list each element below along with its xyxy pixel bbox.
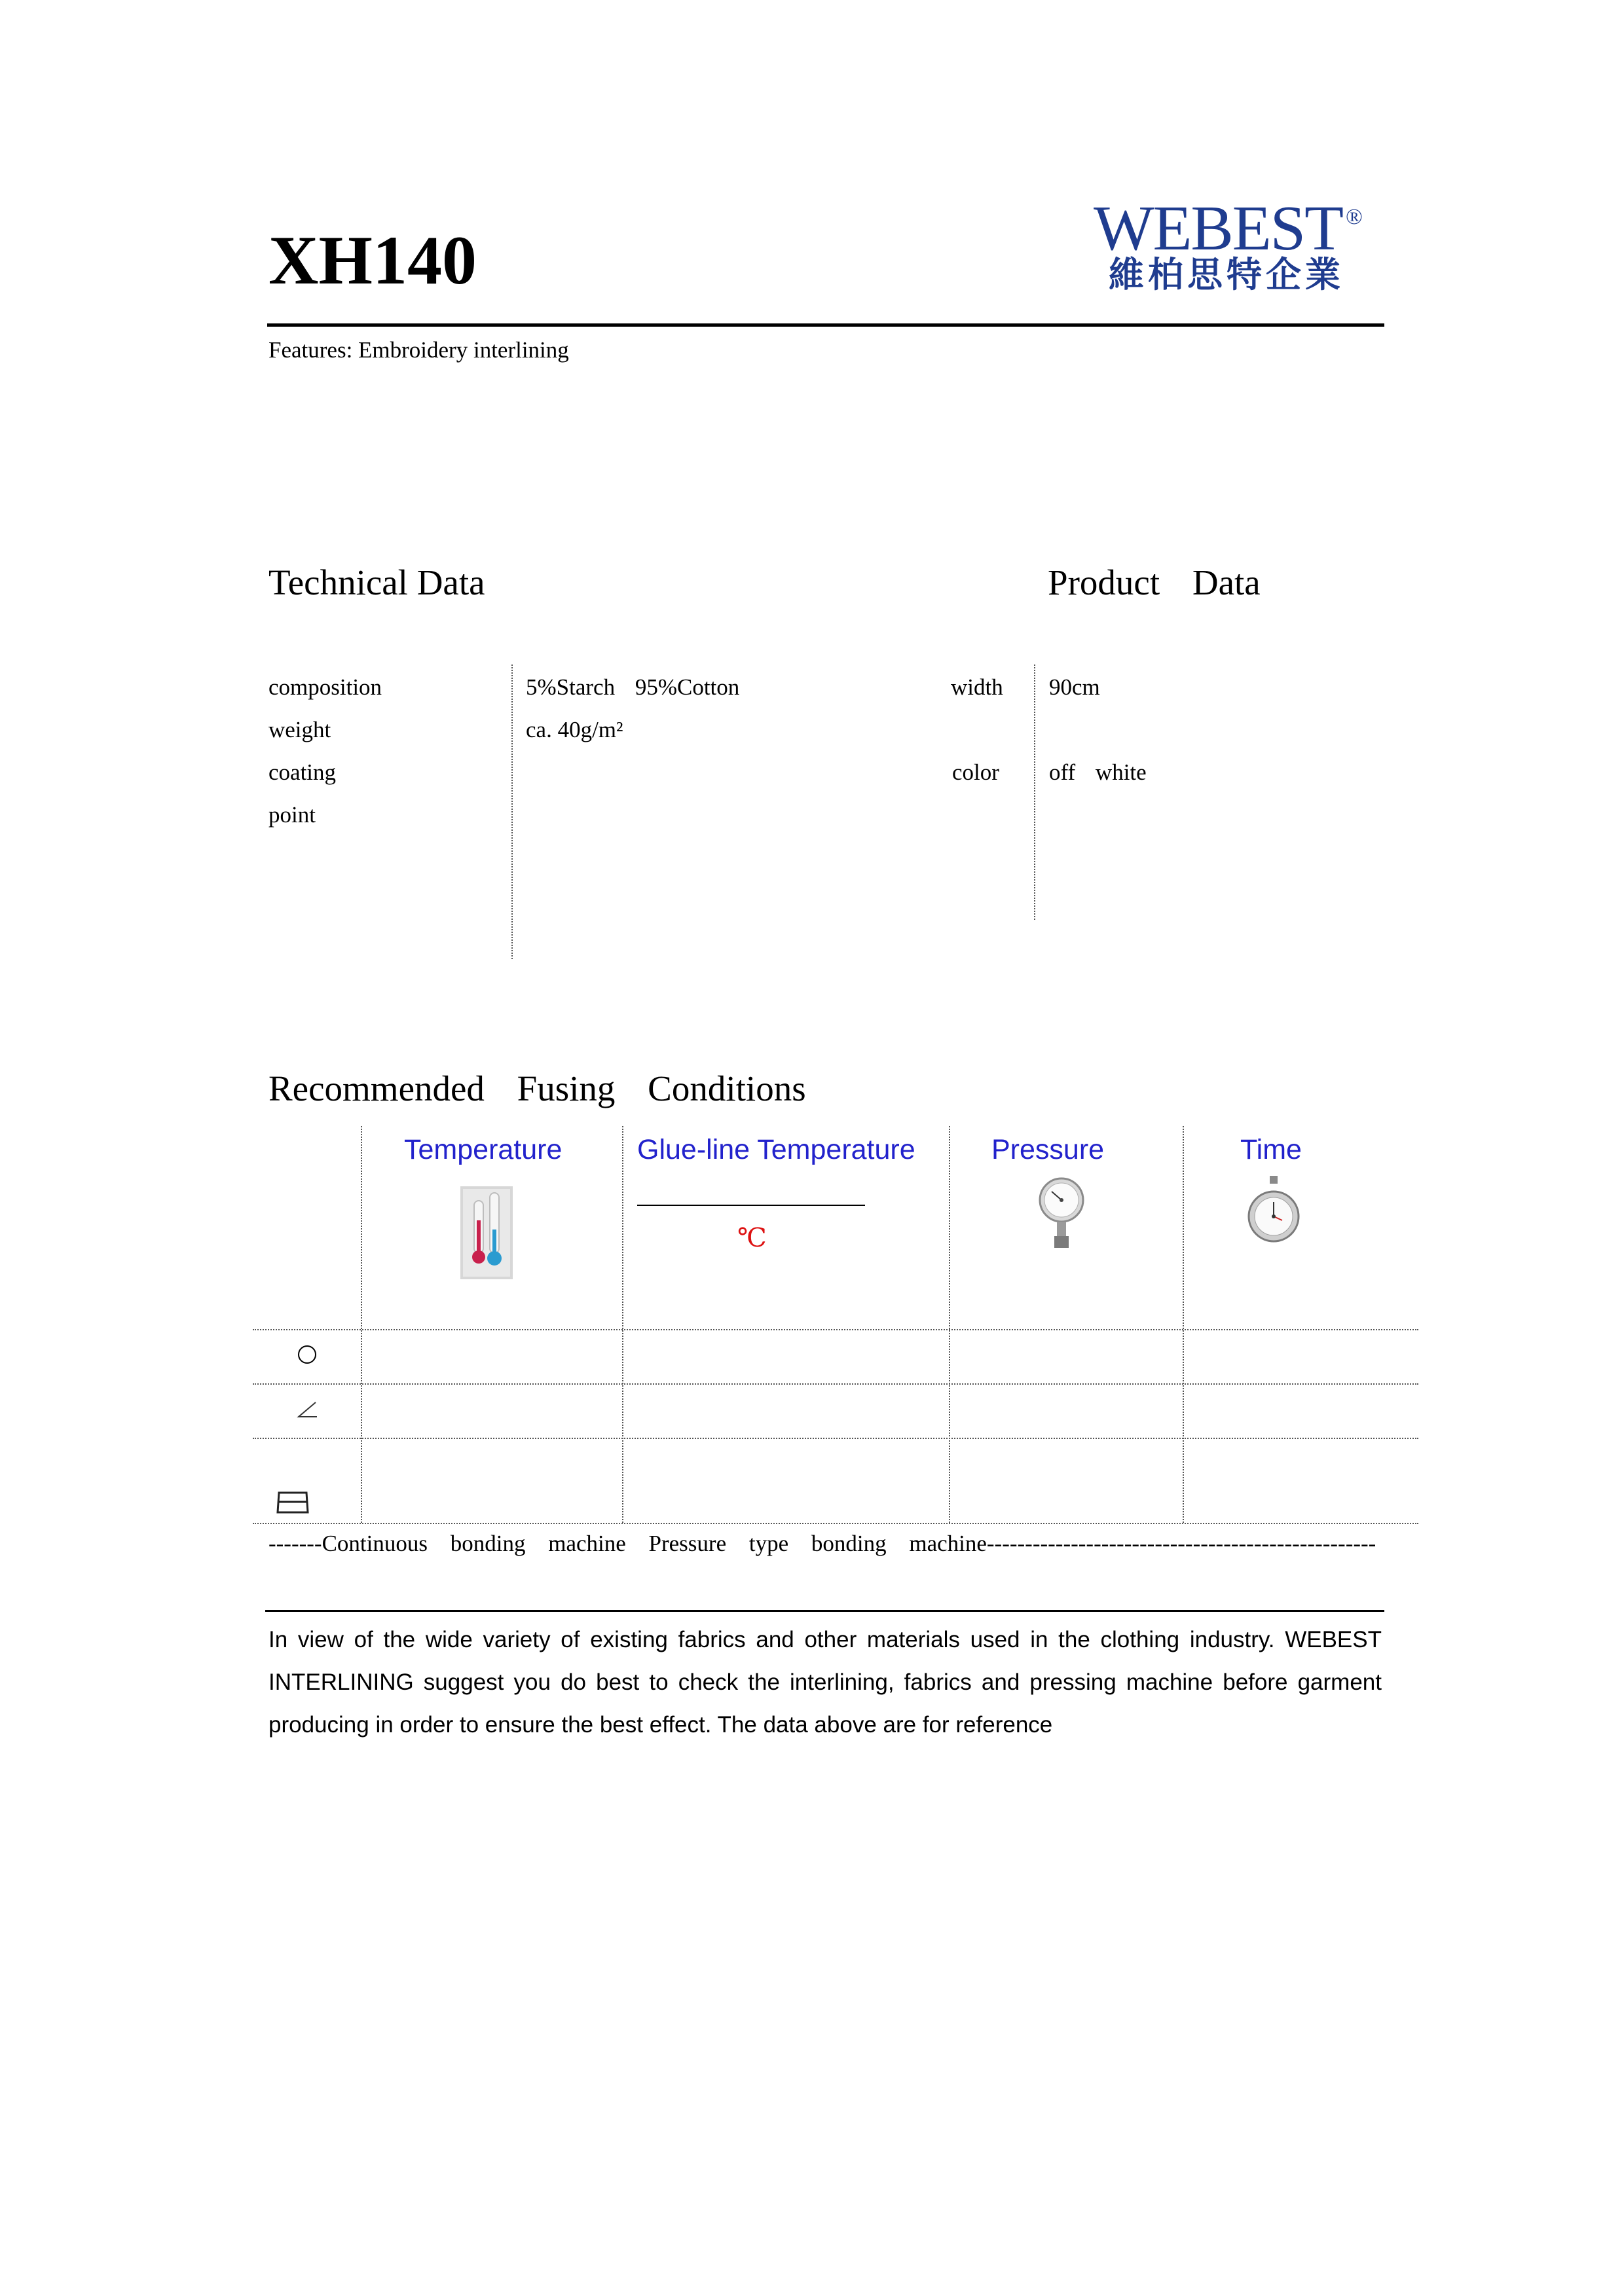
tech-divider xyxy=(511,665,513,959)
col-pressure: Pressure xyxy=(991,1134,1105,1165)
product-label-color: color xyxy=(952,759,999,785)
tech-label-weight: weight xyxy=(268,717,331,742)
registered-mark: ® xyxy=(1346,205,1363,229)
header-rule xyxy=(267,323,1384,327)
tech-label-composition: composition xyxy=(268,674,382,700)
fusing-row-divider-1 xyxy=(253,1329,1418,1330)
tech-label-coating: coating xyxy=(268,759,337,785)
tech-value-composition: 5%Starch 95%Cotton xyxy=(526,674,740,700)
stopwatch-icon xyxy=(1247,1175,1300,1250)
product-value-width: 90cm xyxy=(1049,674,1100,700)
fusing-row-divider-2 xyxy=(253,1383,1418,1385)
tech-label-point: point xyxy=(268,802,316,828)
circle-icon xyxy=(297,1345,317,1364)
col-temperature: Temperature xyxy=(404,1134,563,1165)
pressure-gauge-icon xyxy=(1039,1174,1084,1252)
iron-icon xyxy=(275,1485,312,1515)
product-value-color: off white xyxy=(1049,759,1147,785)
note-rule xyxy=(265,1610,1384,1612)
tech-value-weight: ca. 40g/m² xyxy=(526,717,623,742)
angle-icon xyxy=(296,1400,318,1419)
fusing-row-divider-3 xyxy=(253,1438,1418,1439)
glue-line-blank xyxy=(637,1205,865,1206)
col-time: Time xyxy=(1240,1134,1302,1165)
product-data-heading: Product Data xyxy=(1048,562,1261,602)
glue-line-unit: ℃ xyxy=(737,1223,767,1252)
fusing-col-divider-4 xyxy=(1183,1126,1184,1523)
fusing-heading: Recommended Fusing Conditions xyxy=(268,1068,806,1108)
fusing-col-divider-3 xyxy=(949,1126,950,1523)
technical-data-heading: Technical Data xyxy=(268,562,485,602)
logo-chinese: 維柏思特企業 xyxy=(1109,255,1344,295)
fusing-row-divider-4 xyxy=(253,1523,1418,1524)
logo-wordmark: WEBEST xyxy=(1094,193,1342,264)
fusing-col-divider-1 xyxy=(361,1126,362,1523)
disclaimer-note: In view of the wide variety of existing fabrics and other materials used in the clothing industry. WEBEST INTERLINING suggest you do best to check the interlining, fabrics and pressing machine before garment producing in order to ensure the best effect. The data above are for reference xyxy=(268,1627,1382,1738)
thermometer-icon xyxy=(460,1186,513,1279)
product-label-width: width xyxy=(951,674,1003,700)
machine-legend: -------Continuous bonding machine Pressure type bonding machine--------------------------------------------------- xyxy=(268,1531,1376,1556)
features-line: Features: Embroidery interlining xyxy=(268,337,569,363)
col-glue-line-temperature: Glue-line Temperature xyxy=(637,1134,915,1165)
fusing-col-divider-2 xyxy=(622,1126,623,1523)
product-code: XH140 xyxy=(268,222,477,299)
product-divider xyxy=(1034,665,1035,920)
